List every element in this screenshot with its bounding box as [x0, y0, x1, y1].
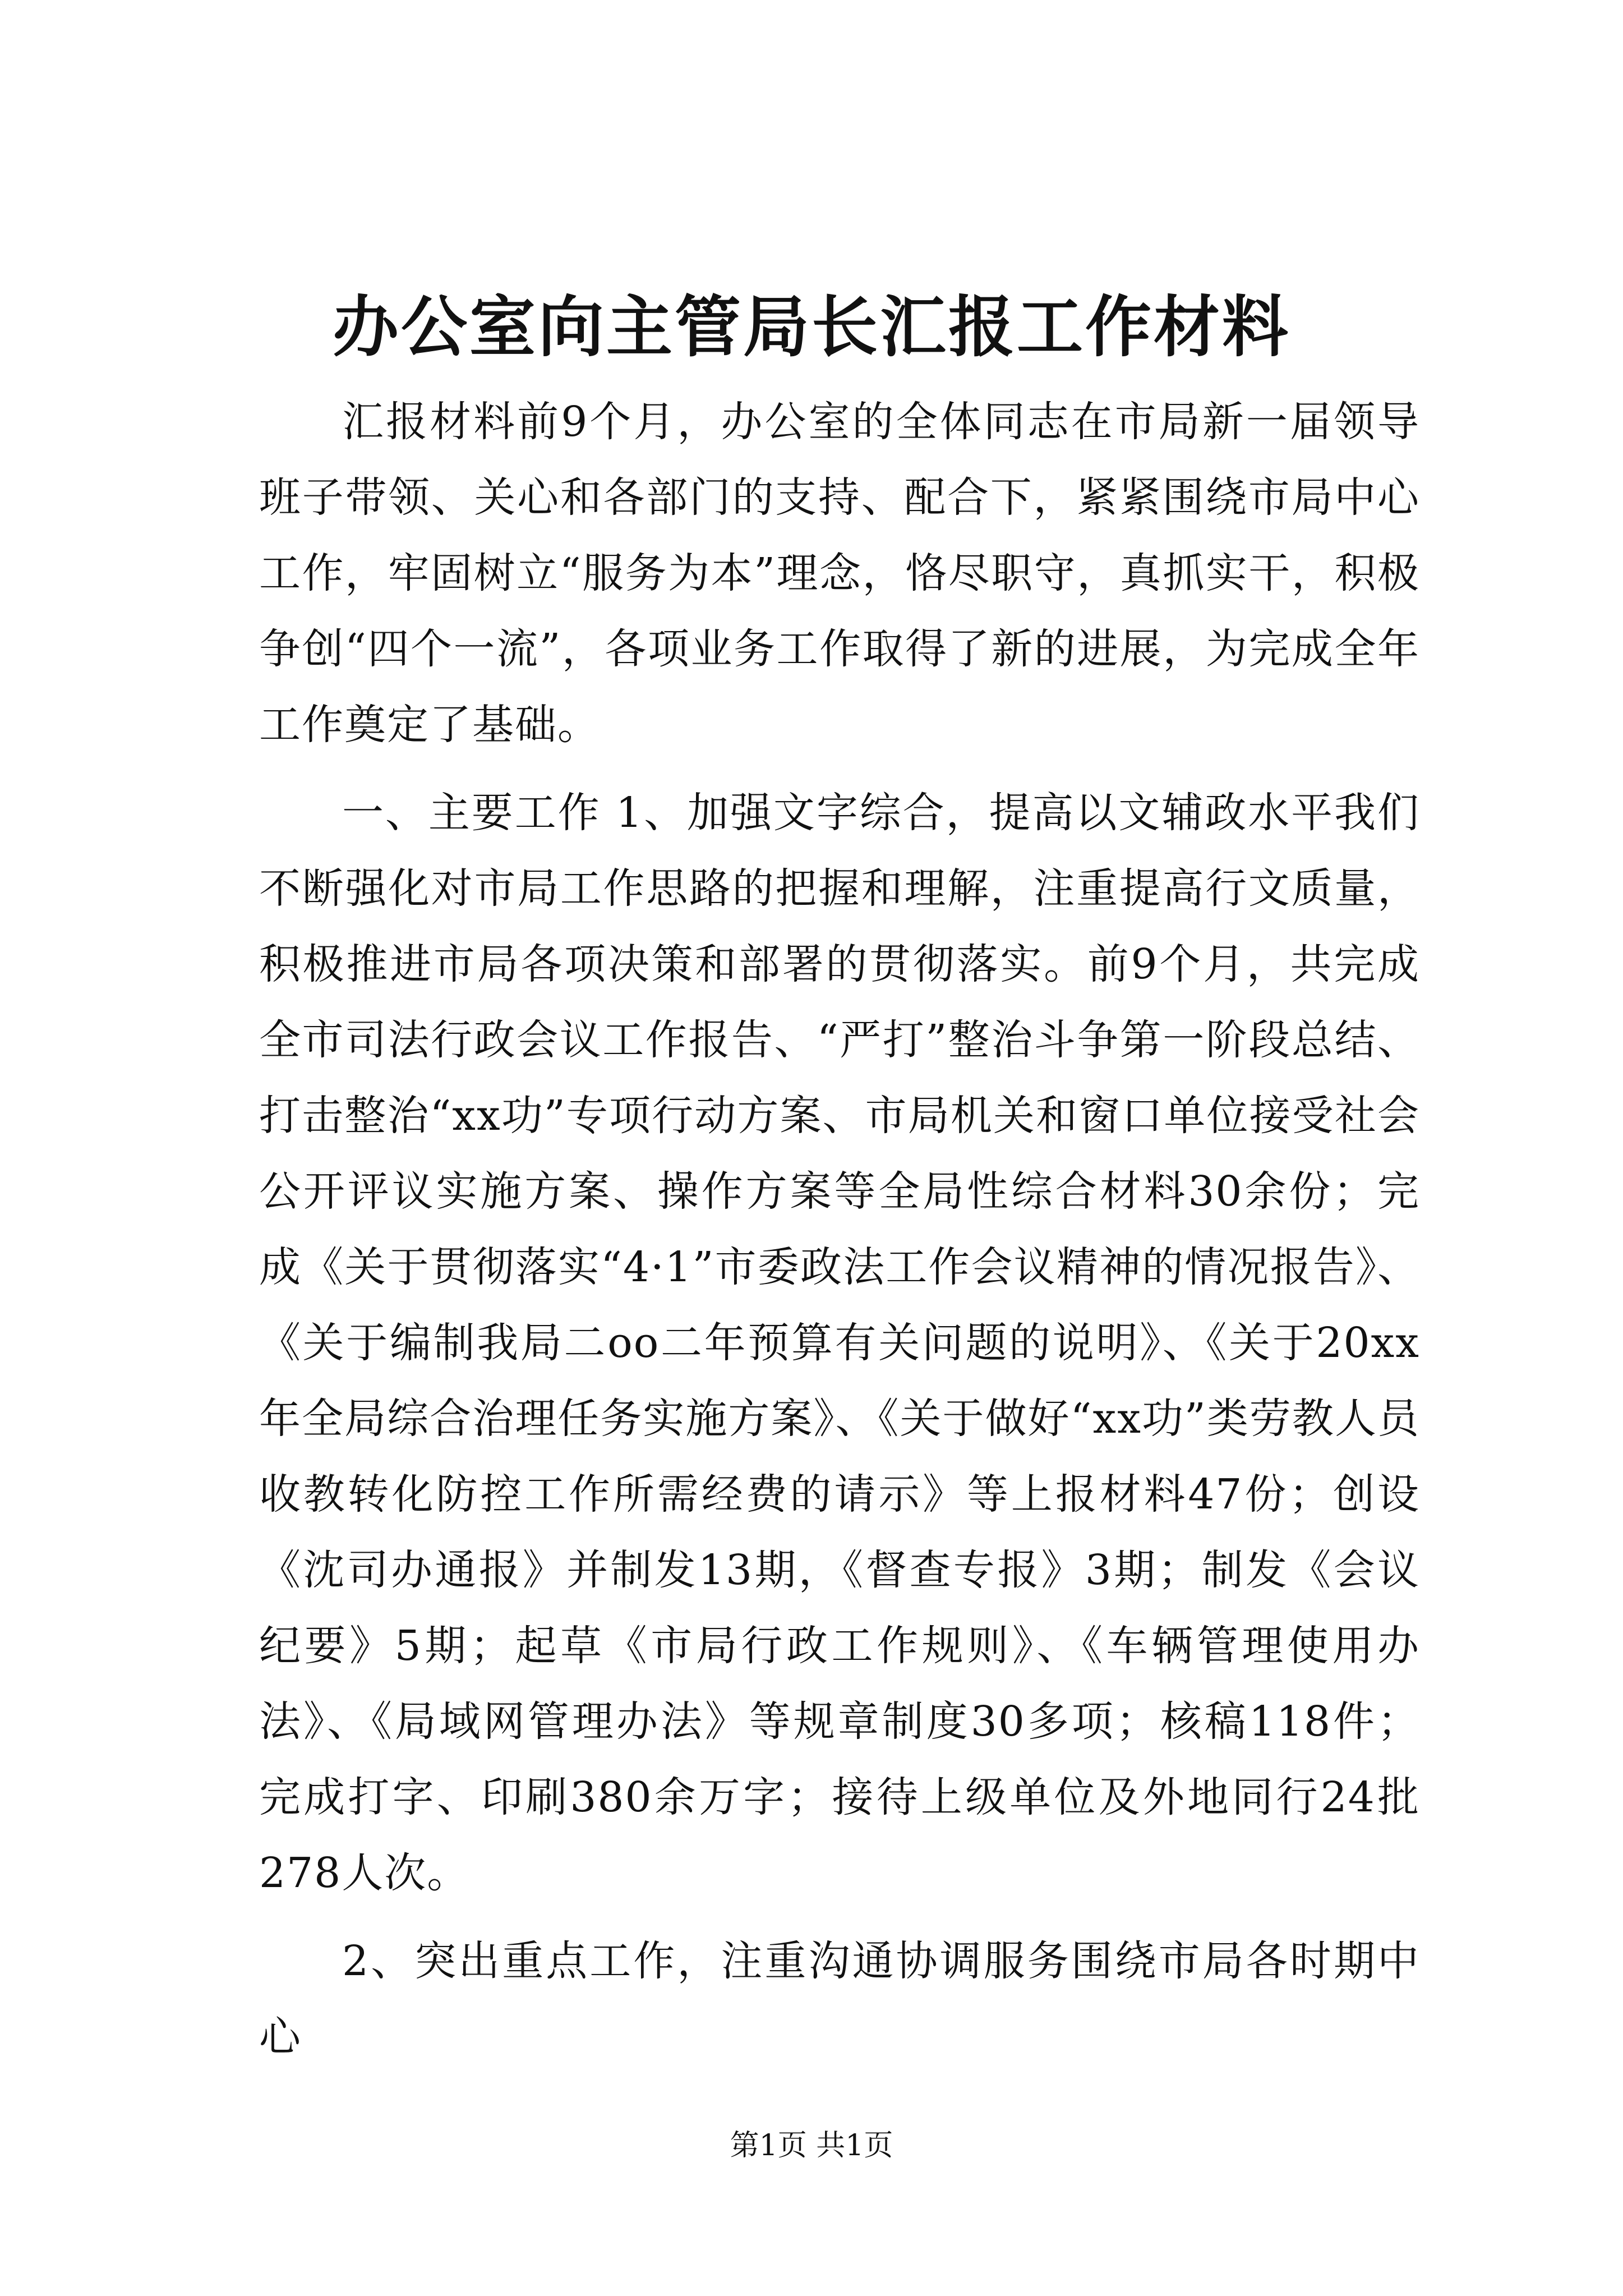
document-body: [259, 384, 1420, 2087]
paragraph-main-work: 一、主要工作 1、加强文字综合，提高以文辅政水平我们不断强化对市局工作思路的把握和理解，注重提高行文质量，积极推进市局各项决策和部署的贯彻落实。前9个月，共完成全市司法行政会议工作报告、“严打”整治斗争第一阶段总结、打击整治“xx功”专项行动方案、市局机关和窗口单位接受社会公开评议实施方案、操作方案等全局性综合材料30余份；完成《关于贯彻落实“4·1”市委政法工作会议精神的情况报告》、《关于编制我局二oo二年预算有关问题的说明》、《关于20xx年全局综合治理任务实施方案》、《关于做好“xx功”类劳教人员收教转化防控工作所需经费的请示》等上报材料47份；创设《沈司办通报》并制发13期，《督查专报》3期；制发《会议纪要》5期；起草《市局行政工作规则》、《车辆管理使用办法》、《局域网管理办法》等规章制度30多项；核稿118件；完成打字、印刷380余万字；接待上级单位及外地同行24批278人次。: [259, 789, 1420, 1897]
document-title: 办公室向主管局长汇报工作材料: [332, 288, 1290, 366]
page-number-footer: 第1页 共1页: [730, 2129, 893, 2162]
paragraph-key-work: 2、突出重点工作，注重沟通协调服务围绕市局各时期中心: [259, 1937, 1420, 2061]
paragraph-intro: 汇报材料前9个月，办公室的全体同志在市局新一届领导班子带领、关心和各部门的支持、配合下，紧紧围绕市局中心工作，牢固树立“服务为本”理念，恪尽职守，真抓实干，积极争创“四个一流”，各项业务工作取得了新的进展，为完成全年工作奠定了基础。: [259, 398, 1420, 749]
